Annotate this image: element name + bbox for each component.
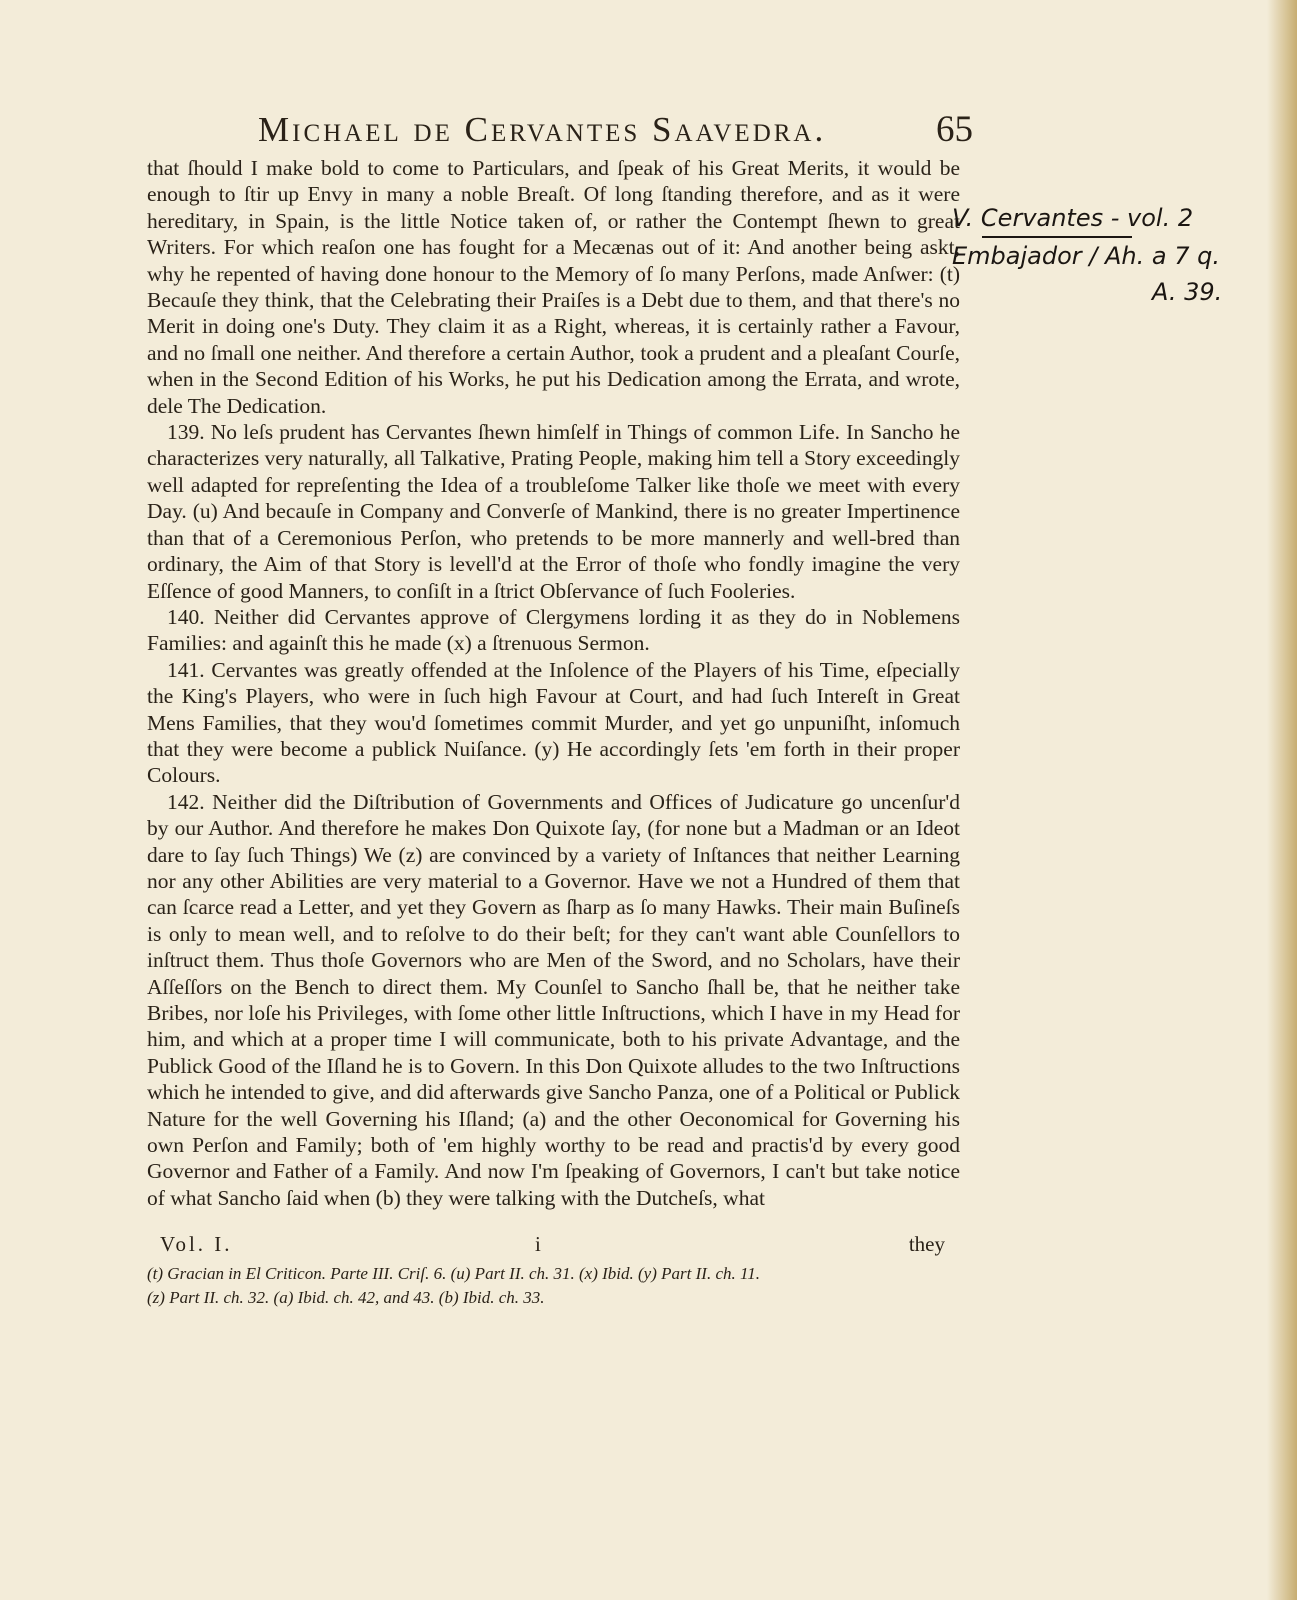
paragraph-139: 139. No leſs prudent has Cervantes ſhewn himſelf in Things of common Life. In Sancho he characterizes very naturally, all Talkative, Prating People, making him tell a Story exceedingly well adapted for repreſenting the Idea of a troubleſome Talker like thoſe we meet with every Day. (u) And becauſe in Company and Converſe of Mankind, there is no greater Impertinence than that of a Ceremonious Perſon, who pretends to be more mannerly and well-bred than ordinary, the Aim of that Story is levell'd at the Error of thoſe who fondly imagine the very Eſſence of good Manners, to conſiſt in a ſtrict Obſervance of ſuch Fooleries. [147,420,960,603]
running-header [258,108,973,152]
paragraph-140: 140. Neither did Cervantes approve of Clergymens lording it as they do in Noblemens Families: and againſt this he made (x) a ſtrenuous Sermon. [147,604,960,656]
running-title: Michael de Cervantes Saavedra. [258,110,827,149]
volume-mark: Vol. I. [160,1232,233,1256]
main-text [147,155,960,1211]
signature-line [160,1232,945,1258]
paragraph-continuation: that ſhould I make bold to come to Particulars, and ſpeak of his Great Merits, it would be enough to ſtir up Envy in many a noble Breaſt. Of long ſtanding therefore, and as it were hereditary, in Spain, is the little Notice taken of, or rather the Contempt ſhewn to great Writers. For which reaſon one has fought for a Mecænas out of it: And another being askt, why he repented of having done honour to the Memory of ſo many Perſons, made Anſwer: (t) Becauſe they think, that the Celebrating their Praiſes is a Debt due to them, and that there's no Merit in doing one's Duty. They claim it as a Right, whereas, it is certainly rather a Favour, and no ſmall one neither. And therefore a certain Author, took a prudent and a pleaſant Courſe, when in the Second Edition of his Works, he put his Dedication among the Errata, and wrote, dele The Dedication. [147,156,960,418]
paragraph-141: 141. Cervantes was greatly offended at the Inſolence of the Players of his Time, eſpecially the King's Players, who were in ſuch high Favour at Court, and had ſuch Intereſt in Great Mens Families, that they wou'd ſometimes commit Murder, and yet go unpuniſht, inſomuch that they were become a publick Nuiſance. (y) He accordingly ſets 'em forth in their proper Colours. [147,657,960,788]
footnote-line: (z) Part II. ch. 32. (a) Ibid. ch. 42, and 43. (b) Ibid. ch. 33. [147,1288,545,1307]
footnote-line: (t) Gracian in El Criticon. Parte III. Criſ. 6. (u) Part II. ch. 31. (x) Ibid. (y) Part II. ch. 11. [147,1264,760,1283]
page-number: 65 [936,109,973,150]
marginal-note: Embajador / Ah. a 7 q. [952,242,1220,270]
marginal-note: A. 39. [1152,278,1223,306]
signature-mark: i [535,1232,541,1256]
catchword: they [908,1232,945,1256]
paragraph-142: 142. Neither did the Diſtribution of Governments and Offices of Judicature go uncenſur'd by our Author. And therefore he makes Don Quixote ſay, (for none but a Madman or an Ideot dare to ſay ſuch Things) We (z) are convinced by a variety of Inſtances that neither Learning nor any other Abilities are very material to a Governor. Have we not a Hundred of them that can ſcarce read a Letter, and yet they Govern as ſharp as ſo many Hawks. Their main Buſineſs is only to mean well, and to reſolve to do their beſt; for they can't want able Counſellors to inſtruct them. Thus thoſe Governors who are Men of the Sword, and no Scholars, have their Aſſeſſors on the Bench to direct them. My Counſel to Sancho ſhall be, that he neither take Bribes, nor loſe his Privileges, with ſome other little Inſtructions, which I have in my Head for him, and which at a proper time I will communicate, both to his private Advantage, and the Publick Good of the Iſland he is to Govern. In this Don Quixote alludes to the two Inſtructions which he intended to give, and did afterwards give Sancho Panza, one of a Political or Publick Nature for the well Governing his Iſland; (a) and the other Oeconomical for Governing his own Perſon and Family; both of 'em highly worthy to be read and practis'd by every good Governor and Father of a Family. And now I'm ſpeaking of Governors, I can't but take notice of what Sancho ſaid when (b) they were talking with the Dutcheſs, what [147,789,960,1210]
footnotes [147,1262,947,1310]
marginal-note: V. Cervantes - vol. 2 [952,204,1194,232]
handwritten-marginalia [952,200,1272,310]
